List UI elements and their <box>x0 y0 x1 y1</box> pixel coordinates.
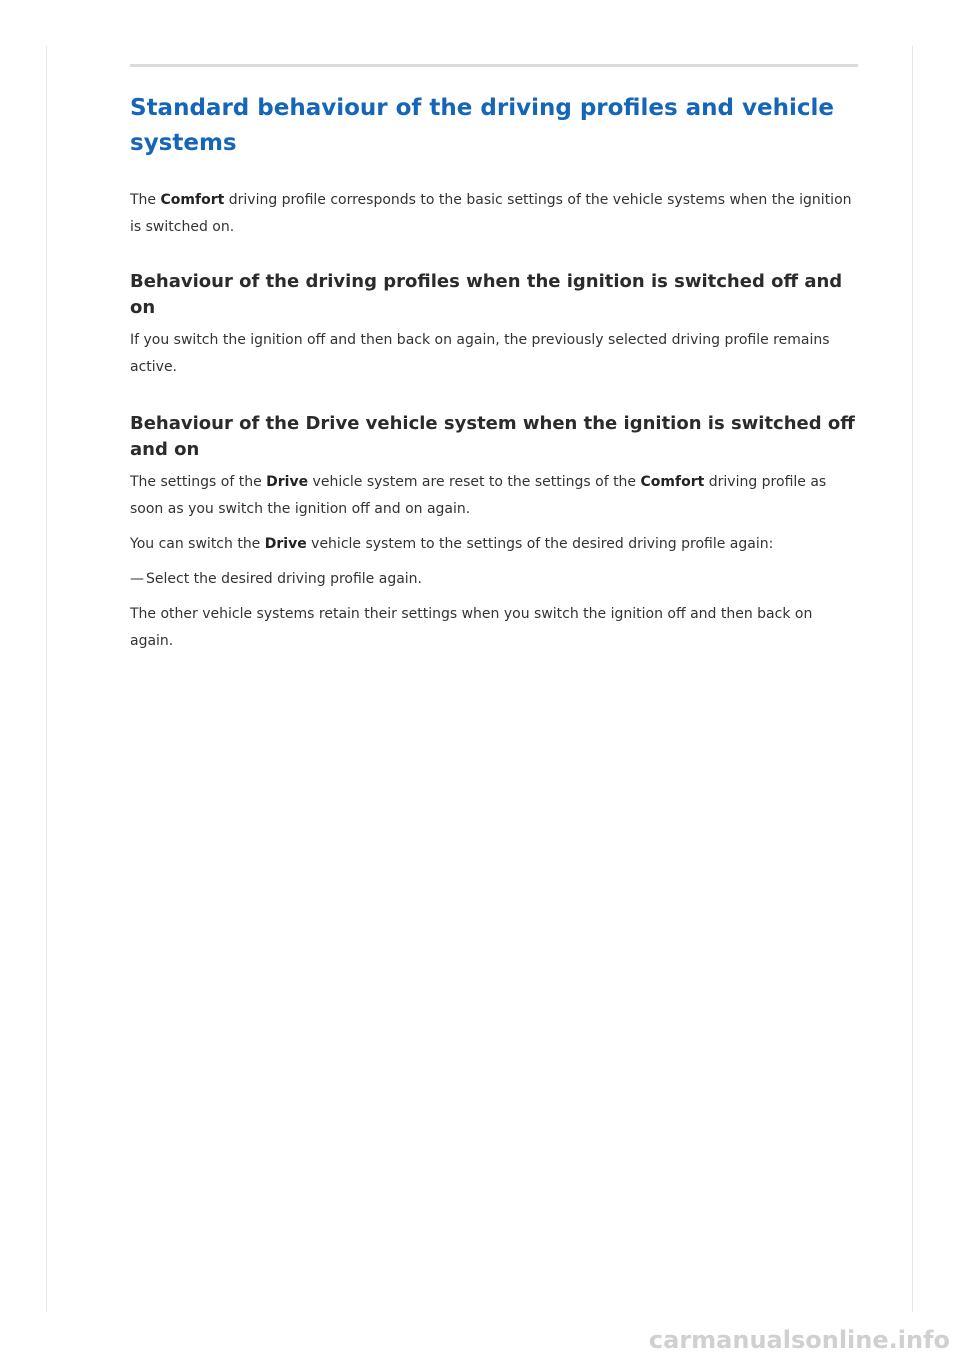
s2p2-pre: You can switch the <box>130 536 265 552</box>
intro-bold-comfort: Comfort <box>160 192 225 208</box>
s2p1-bold-comfort: Comfort <box>640 474 705 490</box>
page-border-right <box>912 46 913 1312</box>
step-text: Select the desired driving profile again. <box>146 571 422 587</box>
intro-text-post: driving profile corresponds to the basic settings of the vehicle systems when the ignition is switched on. <box>130 192 852 235</box>
intro-text-pre: The <box>130 192 161 208</box>
section2-paragraph-3: The other vehicle systems retain their settings when you switch the ignition off and then back on again. <box>130 606 813 649</box>
s2p1-pre: The settings of the <box>130 474 267 490</box>
s2p1-post: driving profile as soon as you switch the ignition off and on again. <box>130 474 827 517</box>
section2-heading: Behaviour of the Drive vehicle system when the ignition is switched off and on <box>130 413 855 460</box>
page-border-left <box>46 46 47 1312</box>
intro-paragraph <box>130 187 858 241</box>
section2-paragraph-2 <box>130 531 858 558</box>
document-content <box>130 64 858 655</box>
action-step <box>130 566 858 593</box>
watermark: carmanualsonline.info <box>648 1326 950 1354</box>
s2p2-post: vehicle system to the settings of the desired driving profile again: <box>306 536 774 552</box>
step-dash: — <box>130 571 144 587</box>
top-divider <box>130 64 858 67</box>
section1-heading: Behaviour of the driving profiles when the ignition is switched off and on <box>130 271 843 318</box>
s2p2-bold-drive: Drive <box>264 536 307 552</box>
s2p1-bold-drive: Drive <box>266 474 309 490</box>
s2p1-mid: vehicle system are reset to the settings of the <box>308 474 641 490</box>
section2-paragraph-1 <box>130 469 858 523</box>
section1-paragraph: If you switch the ignition off and then back on again, the previously selected driving profile remains active. <box>130 332 830 375</box>
page-title: Standard behaviour of the driving profiles and vehicle systems <box>130 95 834 156</box>
